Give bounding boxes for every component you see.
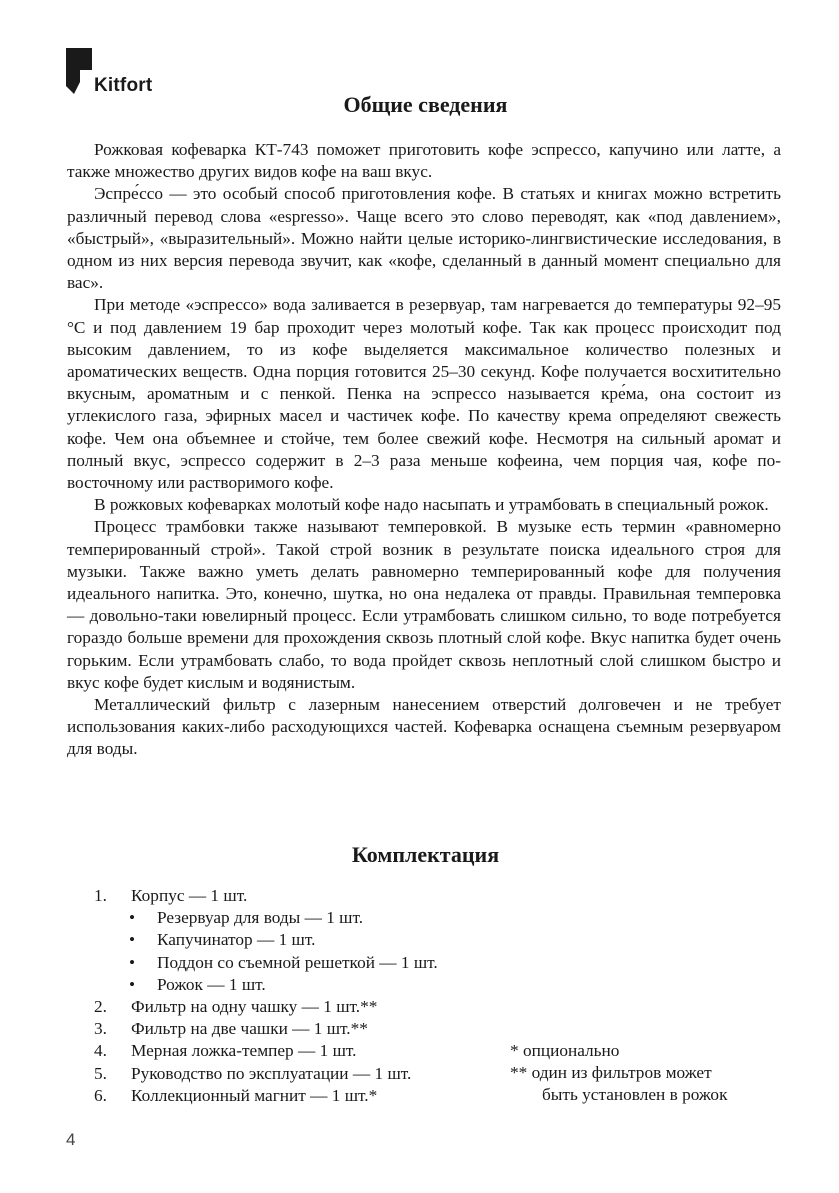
list-number: 6. [94, 1085, 107, 1105]
page-number: 4 [66, 1130, 76, 1149]
list-number: 3. [94, 1019, 107, 1039]
list-text: Руководство по эксплуатации — 1 шт. [131, 1063, 412, 1083]
list-item [94, 885, 438, 907]
section-title-general: Общие сведения [343, 92, 508, 117]
sub-list-item: • Резервуар для воды — 1 шт. [94, 907, 438, 929]
section-title-kit: Комплектация [351, 842, 500, 867]
kitfort-logo-icon [66, 48, 92, 94]
list-item [94, 1018, 438, 1040]
list-text: Корпус — 1 шт. [131, 886, 248, 905]
general-info-text [67, 139, 781, 761]
sub-list-item: • Поддон со съемной решеткой — 1 шт. [94, 952, 438, 974]
list-text: Мерная ложка-темпер — 1 шт. [131, 1041, 357, 1061]
footnote-filter-continued: быть установлен в рожок [542, 1085, 728, 1105]
list-item [94, 1040, 438, 1062]
list-item [94, 1063, 438, 1085]
list-item [94, 996, 438, 1018]
paragraph: Эспре́ссо — это особый способ приготовления кофе. В статьях и книгах можно встретить различный перевод слова «espresso». Чаще всего это слово переводят, как «под давлением», «быстрый», «выразительный». Можно найти целые историко-лингвистические исследования, в одном из них версия перевода звучит, как «кофе, сделанный в данный момент специально для вас». [67, 184, 781, 293]
list-number: 2. [94, 997, 107, 1017]
list-text: Фильтр на одну чашку — 1 шт.** [131, 997, 378, 1017]
list-text: Фильтр на две чашки — 1 шт.** [131, 1019, 368, 1039]
footnotes [510, 1040, 727, 1107]
logo-text: Kitfort [94, 75, 153, 96]
paragraph: В рожковых кофеварках молотый кофе надо насыпать и утрамбовать в специальный рожок. [94, 495, 769, 515]
list-item [94, 1085, 438, 1107]
paragraph: Процесс трамбовки также называют темперовкой. В музыке есть термин «равномерно темперированный строй». Такой строй возник в результате поиска идеального строя для музыки. Также важно уметь делать равномерно темперированный кофе для получения идеального напитка. Это, конечно, шутка, но она недалека от правды. Правильная темперовка — довольно-таки ювелирный процесс. Если утрамбовать слишком сильно, то воде потребуется гораздо больше времени для прохождения сквозь плотный слой кофе. Вкус напитка будет очень горьким. Если утрамбовать слабо, то вода пройдет сквозь неплотный слой слишком быстро и вкус кофе будет кислым и водянистым. [67, 517, 781, 692]
list-number: 1. [94, 886, 107, 905]
list-number: 4. [94, 1041, 107, 1061]
footnote-filter: ** один из фильтров может [510, 1063, 712, 1083]
paragraph: При методе «эспрессо» вода заливается в резервуар, там нагревается до температуры 92–95 °C и под давлением 19 бар проходит через молотый кофе. Так как процесс происходит под высоким давлением, то из кофе выделяется максимальное количество полезных и ароматических веществ. Одна порция готовится 25–30 секунд. Кофе получается восхитительно вкусным, ароматным и с пенкой. Пенка на эспрессо называется кре́ма, она состоит из углекислого газа, эфирных масел и частичек кофе. По качеству крема определяют свежесть кофе. Чем она объемнее и стойче, тем более свежий кофе. Несмотря на сильный аромат и полный вкус, эспрессо содержит в 2–3 раза меньше кофеина, чем порция чая, кофе по-восточному или растворимого кофе. [67, 295, 781, 493]
paragraph: Металлический фильтр с лазерным нанесением отверстий долговечен и не требует использования каких-либо расходующихся частей. Кофеварка оснащена съемным резервуаром для воды. [67, 695, 781, 759]
list-text: Коллекционный магнит — 1 шт.* [131, 1085, 378, 1105]
kit-list [94, 885, 438, 1107]
footnote-optional: * опционально [510, 1041, 620, 1060]
paragraph: Рожковая кофеварка КТ-743 поможет приготовить кофе эспрессо, капучино или латте, а также множество других видов кофе на ваш вкус. [67, 140, 781, 182]
list-number: 5. [94, 1063, 107, 1083]
sub-list-item: • Рожок — 1 шт. [94, 974, 438, 996]
brand-logo [66, 48, 176, 98]
sub-list-item: • Капучинатор — 1 шт. [94, 929, 438, 951]
